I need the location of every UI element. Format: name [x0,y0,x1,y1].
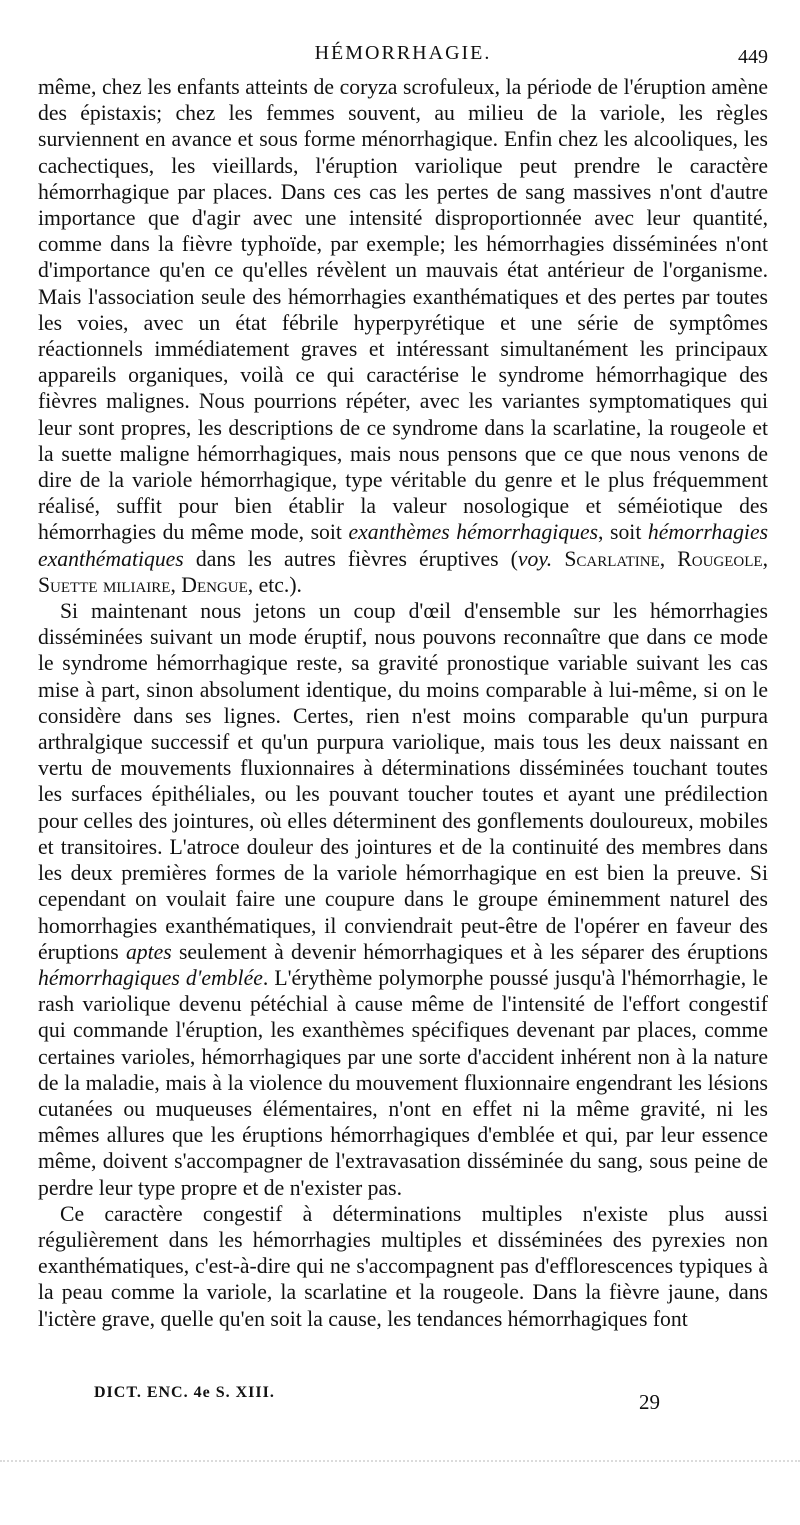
paragraph-1 [38,74,768,598]
book-page [38,34,768,1494]
text-run: . L'érythème polymorphe poussé jusqu'à l'hémorrhagie, le rash variolique devenu pétéchial à cause même de l'intensité de l'effort congestif qui commande l'éruption, les exanthèmes spécifiques devenant par places, comme certaines varioles, hémorrhagiques par une sorte d'accident inhérent non à la nature de la maladie, mais à la violence du mouvement fluxionnaire engendrant les lésions cutanées ou muqueuses élémentaires, n'ont en effet ni la même gravité, ni les mêmes allures que les éruptions hémorrhagiques d'emblée et qui, par leur essence même, doivent s'accompagner de l'extravasation disséminée du sang, sous peine de perdre leur type propre et de n'exister pas. [38,965,768,1200]
text-run: même, chez les enfants atteints de coryza scrofuleux, la période de l'éruption amène des épistaxis; chez les femmes souvent, au milieu de la variole, les règles surviennent en avance et sous forme ménorrhagique. Enfin chez les alcooliques, les cachectiques, les vieillards, l'éruption variolique peut prendre le caractère hémorrhagique par places. Dans ces cas les pertes de sang massives n'ont d'autre importance que d'agir avec une intensité disproportionnée avec leur quantité, comme dans la fièvre typhoïde, par exemple; les hémorrhagies disséminées n'ont d'importance qu'en ce qu'elles révèlent un mauvais état antérieur de l'organisme. Mais l'association seule des hémorrhagies exanthématiques et des pertes par toutes les voies, avec un état fébrile hyperpyrétique et une série de symptômes réactionnels immédiatement graves et intéressant simultanément les principaux appareils organiques, voilà ce qui caractérise le syndrome hémorrhagique des fièvres malignes. Nous pourrions répéter, avec les variantes symptomatiques qui leur sont propres, les descriptions de ce syndrome dans la scarlatine, la rougeole et la suette maligne hémorrhagiques, mais nous pensons que ce que nous venons de dire de la variole hémorrhagique, type véritable du genre et le plus fréquemment réalisé, suffit pour bien établir la valeur nosologique et séméiotique des hémorrhagies du même mode, soit [38,75,768,545]
italic-run: voy. [517,546,553,571]
italic-run: aptes [125,939,172,964]
text-run: , soit [598,520,648,545]
text-run: seulement à devenir hémorrhagiques et à les séparer des éruptions [171,939,768,964]
bottom-scan-artifact [0,1460,800,1464]
italic-run: exanthèmes hémorrhagiques [348,520,599,545]
paragraph-2 [38,598,768,1201]
body-text [38,74,768,1332]
signature-number: 29 [639,1390,660,1414]
small-caps-run: Scarlatine, Rougeole, Suette miliaire, Dengue [38,546,768,597]
text-run [552,547,564,571]
paragraph-3 [38,1201,768,1332]
page-number: 449 [738,46,768,68]
text-run: Si maintenant nous jetons un coup d'œil d'ensemble sur les hémorrhagies disséminées suivant un mode éruptif, nous pouvons reconnaître que dans ce mode le syndrome hémorrhagique reste, sa gravité pronostique variable suivant les cas mise à part, sinon absolument identique, du moins comparable à lui-même, si on le considère dans ses lignes. Certes, rien n'est moins comparable qu'un purpura arthralgique successif et qu'un purpura variolique, mais tous les deux naissant en vertu de mouvements fluxionnaires à déterminations disséminées touchant toutes les surfaces épithéliales, ou les pouvant toucher toutes et ayant une prédilection pour celles des jointures, où elles déterminent des gonflements douloureux, mobiles et transitoires. L'atroce douleur des jointures et de la continuité des membres dans les deux premières formes de la variole hémorrhagique en est bien la preuve. Si cependant on voulait faire une coupure dans le groupe éminemment naturel des homorrhagies exanthématiques, il conviendrait peut-être de l'opérer en faveur des éruptions [38,599,768,964]
text-run: Ce caractère congestif à déterminations multiples n'existe plus aussi régulièrement dans les hémorrhagies multiples et disséminées des pyrexies non exanthématiques, c'est-à-dire qui ne s'accompagnent pas d'efflorescences typiques à la peau comme la variole, la scarlatine et la rougeole. Dans la fièvre jaune, dans l'ictère grave, quelle qu'en soit la cause, les tendances hémorrhagiques font [38,1201,768,1331]
italic-run: hémorrhagiques d'emblée [38,965,263,990]
signature-mark: DICT. ENC. 4e S. XIII. [94,1384,275,1401]
text-run: dans les autres fièvres éruptives ( [183,546,518,571]
italic-run: hémorrhagies exanthématiques [38,520,769,571]
page-footer [94,1384,768,1424]
running-head: HÉMORRHAGIE. [314,42,492,64]
page-header [38,34,768,74]
text-run: , etc.). [247,572,302,597]
